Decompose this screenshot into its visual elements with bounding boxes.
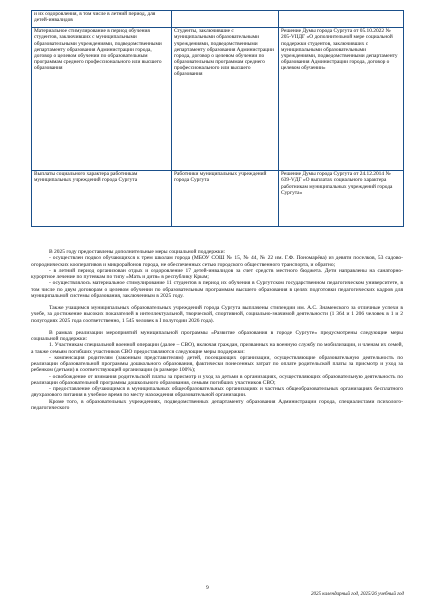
paragraph: - предоставление обучающимся в муниципальных общеобразовательных организациях и частных общеобразовательных организациях бесплатного двухразового питания в учебное время по месту нахождения образовательной организации. [31,386,403,399]
paragraph: В рамках реализации мероприятий муниципальной программы «Развитие образования в городе Сургуте» предусмотрены следующие меры социальной поддержки: [31,329,403,342]
paragraph: Кроме того, в образовательных учреждениях, подведомственных департаменту образования Администрации города, специалистами психолого-педагогического [31,398,403,411]
table-cell-recipients: Работники муниципальных учреждений города Сургута [172,171,279,227]
table-cell-legal-basis [279,11,404,28]
table-row [32,11,404,28]
paragraph: - компенсация родителям (законным представителям) детей, посещающих организации, осуществляющие образовательную деятельность по реализации образовательной программы дошкольного образования, фактически понесенных затрат по оплате родительской платы за присмотр и уход за ребенком (детьми) в соответствующей организации (в размере 100%); [31,354,403,374]
page-number: 9 [206,585,209,591]
paragraph: Также учащимся муниципальных образовательных учреждений города Сургута выплачены стипендии им. А.С. Знаменского за отличные успехи в учебе, за достижение высоких показателей в интеллектуальной, творческой, спортивной, социально-значимой деятельности (1 364 и 1 206 человек в 1 и 2 полугодиях 2025 года соответственно, 1 545 человек в I полугодии 2026 года). [31,305,403,324]
table-cell-legal-basis: Решение Думы города Сургута от 05.10.2022 № 205-VIIДГ «О дополнительной мере социальной поддержки студентов, заключивших с муниципальными образовательными учреждениями, подведомственными департаменту образования Администрации города, договор о целевом обучении» [279,28,404,171]
table-cell-measure: и их оздоровления, в том числе в летний период, для детей-инвалидов [32,11,172,28]
table-cell-recipients [172,11,279,28]
paragraph: - в летний период организован отдых и оздоровление 17 детей-инвалидов за счет средств местного бюджета. Дети направлены на санаторно-курортное лечение по путевкам по типу «Мать и дитя» в республику Крым; [31,267,403,280]
social-support-table [31,10,404,227]
footer-caption: 2025 календарный год, 2025/26 учебный год [311,592,404,597]
table-cell-recipients: Студенты, заключившие с муниципальными образовательными учреждениями, подведомственными департаменту образования Администрации города, договор о целевом обучении по образовательным программам среднего профессионального или высшего образования [172,28,279,171]
paragraph: - освобождение от взимания родительской платы за присмотр и уход за детьми в организациях, осуществляющих образовательную деятельность по реализации образовательной программы дошкольного образования, семьям погибших участников СВО; [31,373,403,386]
table-cell-measure: Выплаты социального характера работникам муниципальных учреждений города Сургута [32,171,172,227]
table-row [32,171,404,227]
table-row [32,28,404,171]
paragraph: - осуществлен подвоз обучающихся к трем школам города (МБОУ СОШ № 15, № 44, № 22 им. Г.Ф. Пономарёва) из девяти поселков, 53 садово-огороднических кооперативов и микрорайонов города, не обеспеченных сетью городского общественного транспорта, и обратно; [31,255,403,268]
document-body [31,249,403,411]
table-cell-measure: Материальное стимулирование в период обучения студентов, заключивших с муниципальными образовательными учреждениями, подведомственными департаменту образования Администрации города, договор о целевом обучении по образовательным программам среднего профессионального или высшего образования [32,28,172,171]
paragraph: 1. Участникам специальной военной операции (далее – СВО), включая граждан, призванных на военную службу по мобилизации, и членам их семей, а также семьям погибших участников СВО предоставляются следующие меры поддержки: [31,342,403,355]
table-cell-legal-basis: Решение Думы города Сургута от 24.12.2014 № 639-VДГ «О выплатах социального характера работникам муниципальных учреждений города Сургута» [279,171,404,227]
paragraph: В 2025 году предоставлены дополнительные меры социальной поддержки: [49,249,226,255]
paragraph: - осуществлялось материальное стимулирование 11 студентов в период их обучения в Сургутском государственном педагогическом университете, в том числе по двум договорам о целевом обучении по образовательным программам высшего образования в целях подготовки педагогических кадров для муниципальной системы образования, заключенным в 2025 году. [31,280,403,299]
